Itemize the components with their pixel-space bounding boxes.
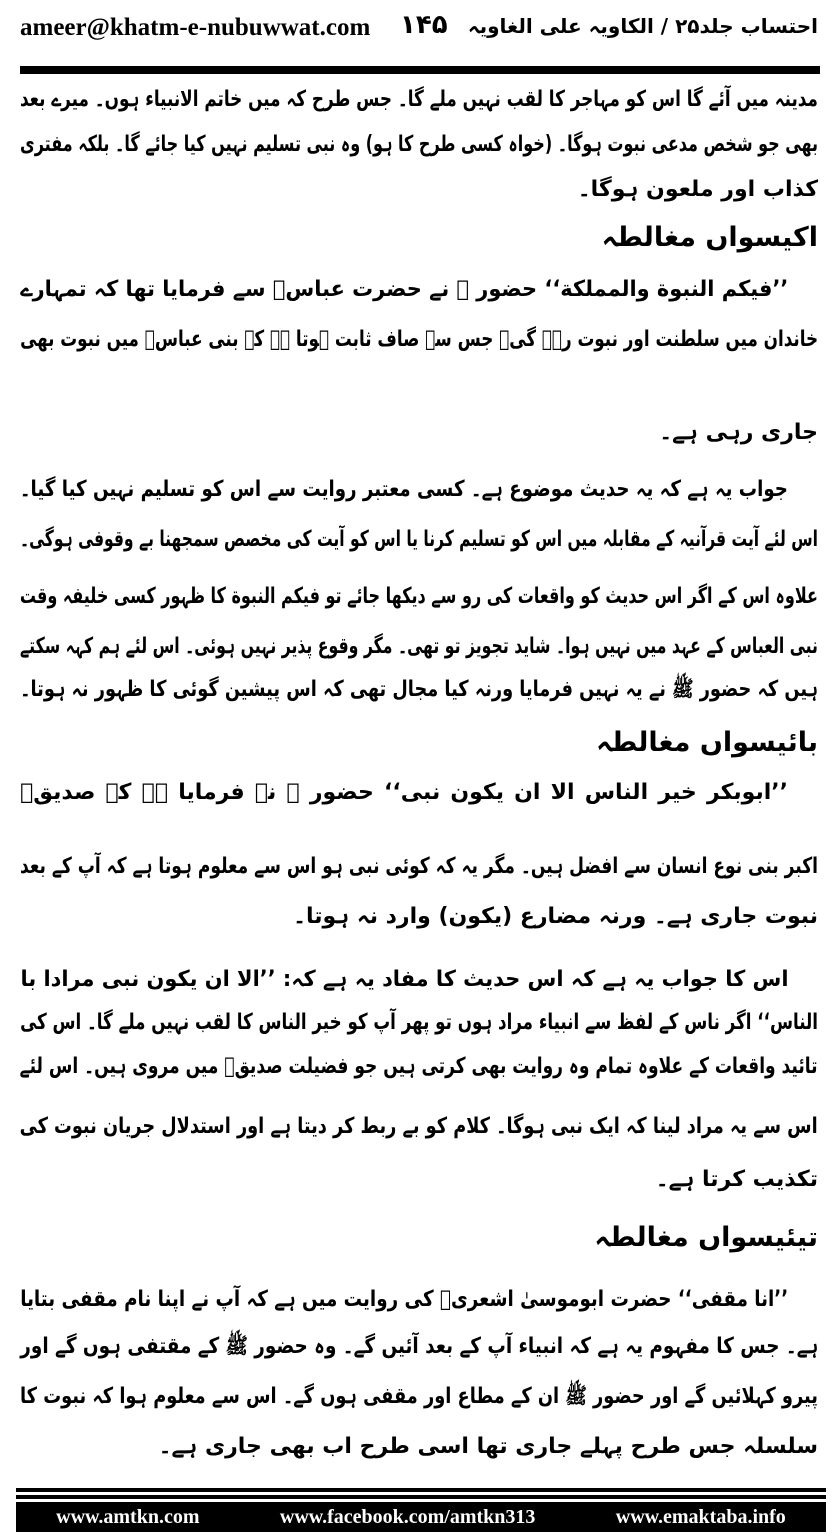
text-line — [20, 775, 818, 811]
footer-rule — [16, 1495, 826, 1499]
text-line — [20, 272, 818, 308]
text-line-content: الناس‘‘ اگر ناس کے لفظ سے انبیاء مراد ہوں تو پھر آپ کو خیر الناس کا لقب نہیں ملے گا۔ اس کی — [20, 1010, 818, 1035]
text-line-content: اس کا جواب یہ ہے کہ اس حدیث کا مفاد یہ ہے کہ: ’’الا ان یکون نبی مرادا با — [20, 967, 788, 992]
text-line-content: بھی جو شخص مدعی نبوت ہوگا۔ (خواہ کسی طرح کا ہو) وہ نبی تسلیم نہیں کیا جائے گا۔ بلکہ مفتری — [20, 132, 818, 157]
text-line-content: جاری رہی ہے۔ — [659, 420, 818, 445]
text-line — [20, 415, 818, 451]
text-line — [20, 1005, 818, 1041]
text-line-content: ’’انا مقفی‘‘ حضرت ابوموسیٰ اشعریؓ کی روایت میں ہے کہ آپ نے اپنا نام مقفی بتایا — [19, 1287, 788, 1312]
text-line — [20, 472, 818, 508]
section-heading — [20, 725, 818, 761]
text-line-content: اس لئے آیت قرآنیہ کے مقابلہ میں اس کو تسلیم کرنا یا اس کو آیت کی مخصص سمجھنا بے وقوفی ہوگی۔ — [20, 527, 818, 552]
text-line-content: تیئیسواں مغالطہ — [594, 1222, 818, 1253]
text-line — [20, 1162, 818, 1198]
text-line-content: نبی العباس کے عہد میں نہیں ہوا۔ شاید تجویز تو تھی۔ مگر وقوع پذیر نہیں ہوئی۔ اس لئے ہم کہہ سکتے — [20, 634, 818, 659]
text-line-content: اکبر بنی نوع انسان سے افضل ہیں۔ مگر یہ کہ کوئی نبی ہو اس سے معلوم ہوتا ہے کہ آپ کے بعد — [20, 854, 818, 879]
text-line — [20, 629, 818, 665]
footer-band — [16, 1502, 826, 1532]
header-rule — [20, 66, 820, 74]
book-title: احتساب جلد۲۵ / الکاویہ علی الغاویہ — [467, 14, 818, 38]
text-line-content: نبوت جاری ہے۔ ورنہ مضارع (یکون) وارد نہ ہوتا۔ — [293, 904, 818, 929]
footer-rule — [16, 1488, 826, 1492]
text-line-content: علاوہ اس کے اگر اس حدیث کو واقعات کی رو سے دیکھا جائے تو فیکم النبوة کا ظہور کسی خلیفہ وقت — [20, 584, 818, 609]
text-line — [20, 1379, 818, 1415]
text-line-content: تکذیب کرتا ہے۔ — [655, 1167, 818, 1192]
text-line — [20, 127, 818, 163]
text-line-content: سلسلہ جس طرح پہلے جاری تھا اسی طرح اب بھی جاری ہے۔ — [158, 1434, 818, 1459]
text-line-content: جواب یہ ہے کہ یہ حدیث موضوع ہے۔ کسی معتبر روایت سے اس کو تسلیم نہیں کیا گیا۔ — [19, 477, 788, 502]
section-heading — [20, 1220, 818, 1256]
text-line — [20, 962, 818, 998]
text-line-content: مدینہ میں آئے گا اس کو مہاجر کا لقب نہیں ملے گا۔ جس طرح کہ میں خاتم الانبیاء ہوں۔ میرے بعد — [20, 87, 818, 112]
text-line-content: بائیسواں مغالطہ — [596, 727, 818, 758]
text-line — [20, 1282, 818, 1318]
page-number: ۱۴۵ — [400, 10, 448, 40]
text-line — [20, 672, 818, 708]
text-line — [20, 322, 818, 358]
section-heading — [20, 220, 818, 256]
text-line — [20, 849, 818, 885]
footer-link-website[interactable]: www.amtkn.com — [56, 1505, 200, 1528]
text-line-content: اس سے یہ مراد لینا کہ ایک نبی ہوگا۔ کلام کو بے ربط کر دیتا ہے اور استدلال جریان نبوت کی — [20, 1114, 818, 1139]
text-line — [20, 899, 818, 935]
text-line — [20, 172, 818, 208]
text-line-content: اکیسواں مغالطہ — [601, 222, 818, 253]
text-line — [20, 82, 818, 118]
header-email: ameer@khatm-e-nubuwwat.com — [20, 14, 371, 41]
footer-link-emaktaba[interactable]: www.emaktaba.info — [615, 1505, 786, 1528]
text-line — [20, 579, 818, 615]
text-line-content: ’’فیکم النبوة والمملکة‘‘ حضور ﷺ نے حضرت عباسؓ سے فرمایا تھا کہ تمہارے — [19, 277, 788, 302]
text-line-content: ہیں کہ حضور ﷺ نے یہ نہیں فرمایا ورنہ کیا مجال تھی کہ اس پیشین گوئی کا ظہور نہ ہوتا۔ — [20, 677, 818, 702]
text-line-content: ہے۔ جس کا مفہوم یہ ہے کہ انبیاء آپ کے بعد آئیں گے۔ وہ حضور ﷺ کے مقتفی ہوں گے اور — [20, 1334, 818, 1359]
text-line — [20, 522, 818, 558]
text-line — [20, 1049, 818, 1085]
text-line — [20, 1329, 818, 1365]
footer-link-facebook[interactable]: www.facebook.com/amtkn313 — [279, 1505, 536, 1528]
text-line-content: خاندان میں سلطنت اور نبوت رہے گی۔ جس سے صاف ثابت ہوتا ہے کہ بنی عباسؓ میں نبوت بھی — [19, 327, 818, 352]
text-line-content: ’’ابوبکر خیر الناس الا ان یکون نبی‘‘ حضور ﷺ نے فرمایا ہے کہ صدیقؓ — [20, 780, 788, 805]
text-line-content: کذاب اور ملعون ہوگا۔ — [577, 177, 818, 202]
text-line-content: پیرو کہلائیں گے اور حضور ﷺ ان کے مطاع اور مقفی ہوں گے۔ اس سے معلوم ہوا کہ نبوت کا — [20, 1384, 818, 1409]
text-line — [20, 1109, 818, 1145]
text-line — [20, 1429, 818, 1465]
text-line-content: تائید واقعات کے علاوہ تمام وہ روایت بھی کرتی ہیں جو فضیلت صدیقؓ میں مروی ہیں۔ اس لئے — [20, 1054, 818, 1079]
